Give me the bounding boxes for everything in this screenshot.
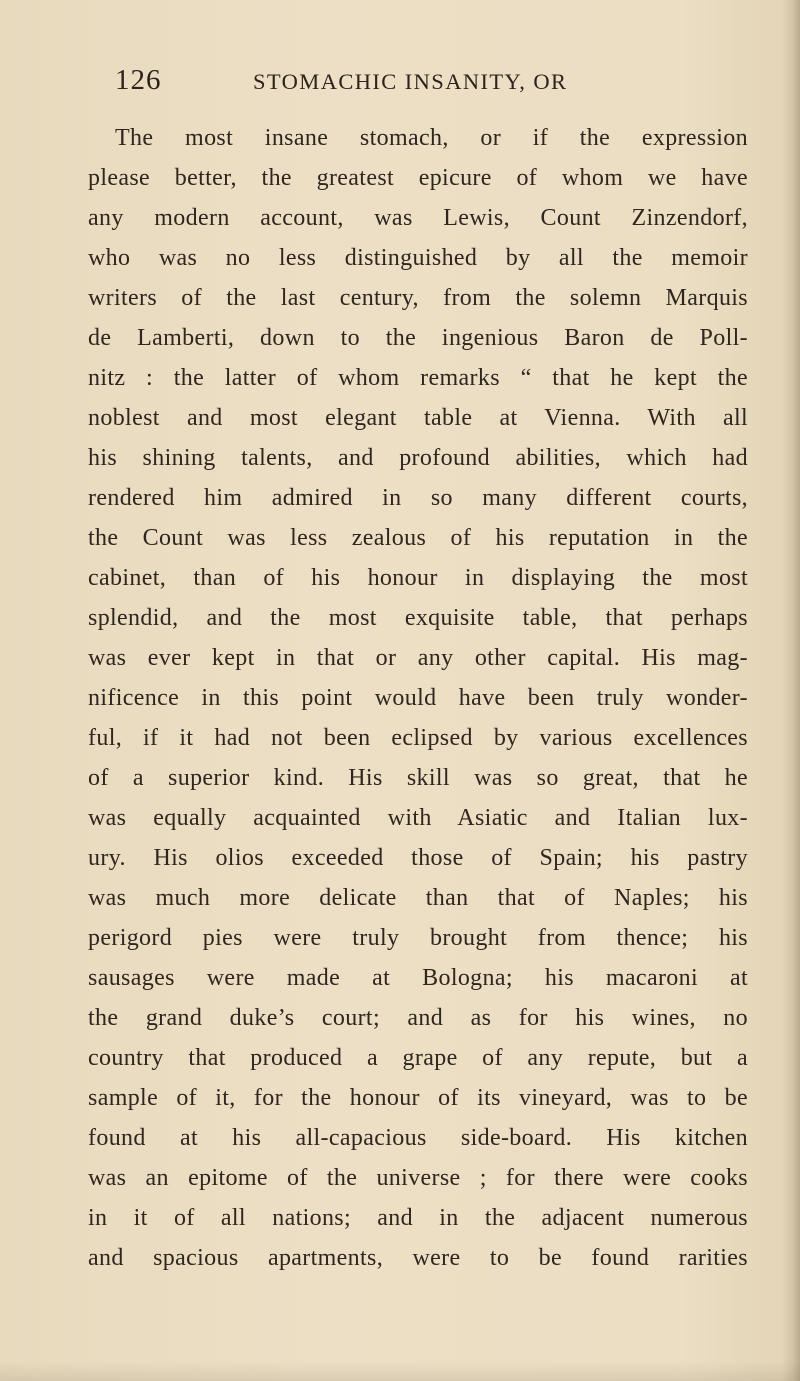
text-line: writers of the last century, from the solemn Marquis <box>88 285 748 311</box>
text-line: who was no less distinguished by all the memoir <box>88 245 748 271</box>
text-line: please better, the greatest epicure of whom we have <box>88 165 748 191</box>
text-line: splendid, and the most exquisite table, that perhaps <box>88 605 748 631</box>
text-line: in it of all nations; and in the adjacent numerous <box>88 1205 748 1231</box>
text-line: cabinet, than of his honour in displaying the most <box>88 565 748 591</box>
text-line: found at his all-capacious side-board. His kitchen <box>88 1125 748 1151</box>
text-line: was equally acquainted with Asiatic and Italian lux- <box>88 805 748 831</box>
text-line: The most insane stomach, or if the expression <box>115 125 748 151</box>
text-line: sausages were made at Bologna; his macaroni at <box>88 965 748 991</box>
text-line: any modern account, was Lewis, Count Zinzendorf, <box>88 205 748 231</box>
text-line: the Count was less zealous of his reputation in the <box>88 525 748 551</box>
text-line: de Lamberti, down to the ingenious Baron de Poll- <box>88 325 748 351</box>
page-edge-shadow <box>782 0 800 1381</box>
text-line: ury. His olios exceeded those of Spain; his pastry <box>88 845 748 871</box>
body-text <box>88 118 748 1278</box>
text-line: his shining talents, and profound abilities, which had <box>88 445 748 471</box>
text-line: the grand duke’s court; and as for his wines, no <box>88 1005 748 1031</box>
text-line: nificence in this point would have been truly wonder- <box>88 685 748 711</box>
text-line: ful, if it had not been eclipsed by various excellences <box>88 725 748 751</box>
page-header <box>115 64 755 104</box>
text-line: was an epitome of the universe ; for there were cooks <box>88 1165 748 1191</box>
page-bottom-shadow <box>0 1361 800 1381</box>
text-line: noblest and most elegant table at Vienna. With all <box>88 405 748 431</box>
text-line: and spacious apartments, were to be found rarities <box>88 1245 748 1271</box>
text-line: sample of it, for the honour of its vineyard, was to be <box>88 1085 748 1111</box>
text-line: nitz : the latter of whom remarks “ that he kept the <box>88 365 748 391</box>
text-line: rendered him admired in so many different courts, <box>88 485 748 511</box>
text-line: country that produced a grape of any repute, but a <box>88 1045 748 1071</box>
text-line: was much more delicate than that of Naples; his <box>88 885 748 911</box>
text-line: was ever kept in that or any other capital. His mag- <box>88 645 748 671</box>
text-line: perigord pies were truly brought from thence; his <box>88 925 748 951</box>
text-line: of a superior kind. His skill was so great, that he <box>88 765 748 791</box>
running-head: STOMACHIC INSANITY, OR <box>253 69 568 94</box>
page-number: 126 <box>115 64 162 96</box>
